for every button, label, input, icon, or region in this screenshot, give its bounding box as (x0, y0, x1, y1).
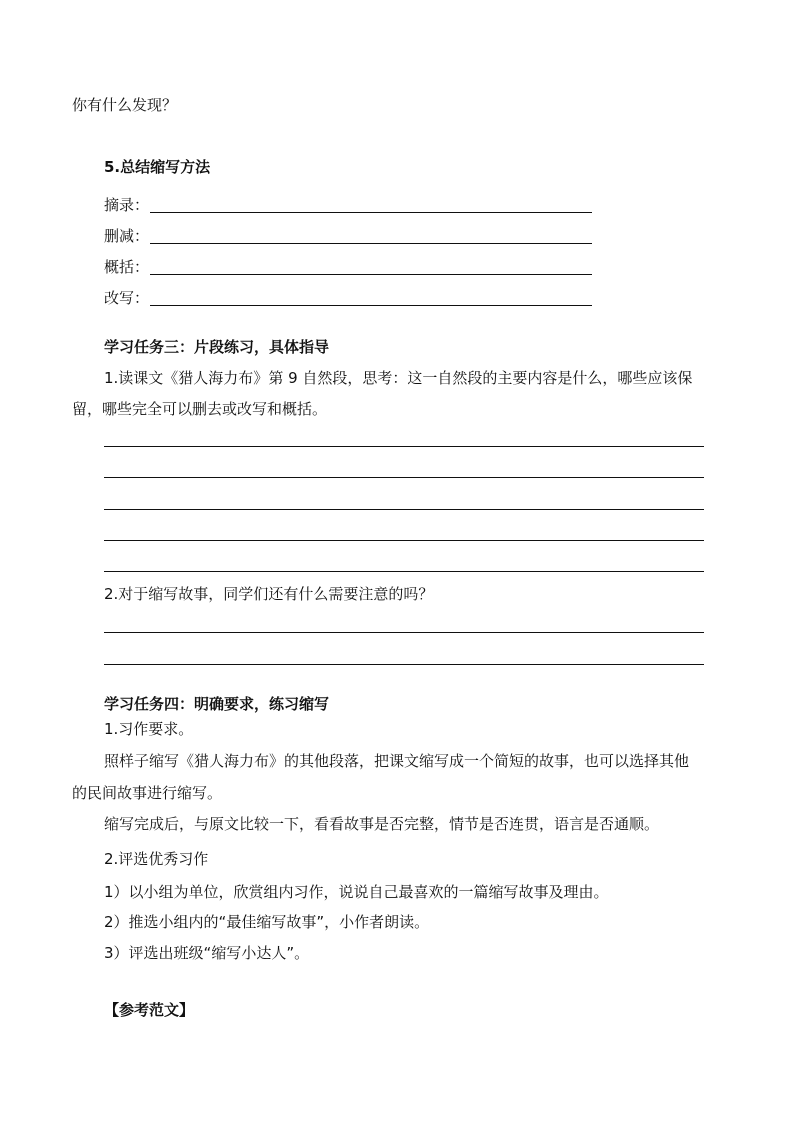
method-answer-line-delete[interactable] (150, 243, 592, 244)
method-answer-line-rewrite[interactable] (150, 305, 592, 306)
method-label-excerpt: 摘录： (104, 196, 150, 214)
task4-requirement-line2: 的民间故事进行缩写。 (72, 784, 223, 802)
task3-answer-line[interactable] (104, 632, 704, 633)
method-label-rewrite: 改写： (104, 289, 150, 307)
task4-item1-title: 1.习作要求。 (104, 720, 194, 738)
intro-question: 你有什么发现？ (72, 96, 178, 114)
task4-heading: 学习任务四：明确要求，练习缩写 (104, 695, 330, 713)
task3-heading: 学习任务三：片段练习，具体指导 (104, 338, 330, 356)
task4-step: 2）推选小组内的“最佳缩写故事”，小作者朗读。 (104, 913, 430, 931)
reference-essay-heading: 【参考范文】 (104, 1001, 195, 1019)
task4-requirement-line1: 照样子缩写《猎人海力布》的其他段落，把课文缩写成一个简短的故事，也可以选择其他 (104, 752, 690, 770)
task3-question2: 2.对于缩写故事，同学们还有什么需要注意的吗？ (104, 585, 434, 603)
task4-step: 1）以小组为单位，欣赏组内习作，说说自己最喜欢的一篇缩写故事及理由。 (104, 883, 609, 901)
task4-item2-title: 2.评选优秀习作 (104, 850, 209, 868)
task3-question1-line2: 留，哪些完全可以删去或改写和概括。 (72, 400, 328, 418)
task3-answer-line[interactable] (104, 509, 704, 510)
task3-answer-line[interactable] (104, 540, 704, 541)
section5-heading: 5.总结缩写方法 (104, 158, 211, 176)
task3-answer-line[interactable] (104, 477, 704, 478)
task3-answer-line[interactable] (104, 571, 704, 572)
task3-question1-line1: 1.读课文《猎人海力布》第 9 自然段，思考：这一自然段的主要内容是什么，哪些应该保 (104, 369, 693, 387)
method-label-summarize: 概括： (104, 258, 150, 276)
task4-requirement-line3: 缩写完成后，与原文比较一下，看看故事是否完整，情节是否连贯，语言是否通顺。 (104, 815, 660, 833)
method-label-delete: 删减： (104, 227, 150, 245)
method-answer-line-excerpt[interactable] (150, 212, 592, 213)
task4-step: 3）评选出班级“缩写小达人”。 (104, 944, 310, 962)
task3-answer-line[interactable] (104, 664, 704, 665)
task3-answer-line[interactable] (104, 446, 704, 447)
method-answer-line-summarize[interactable] (150, 274, 592, 275)
